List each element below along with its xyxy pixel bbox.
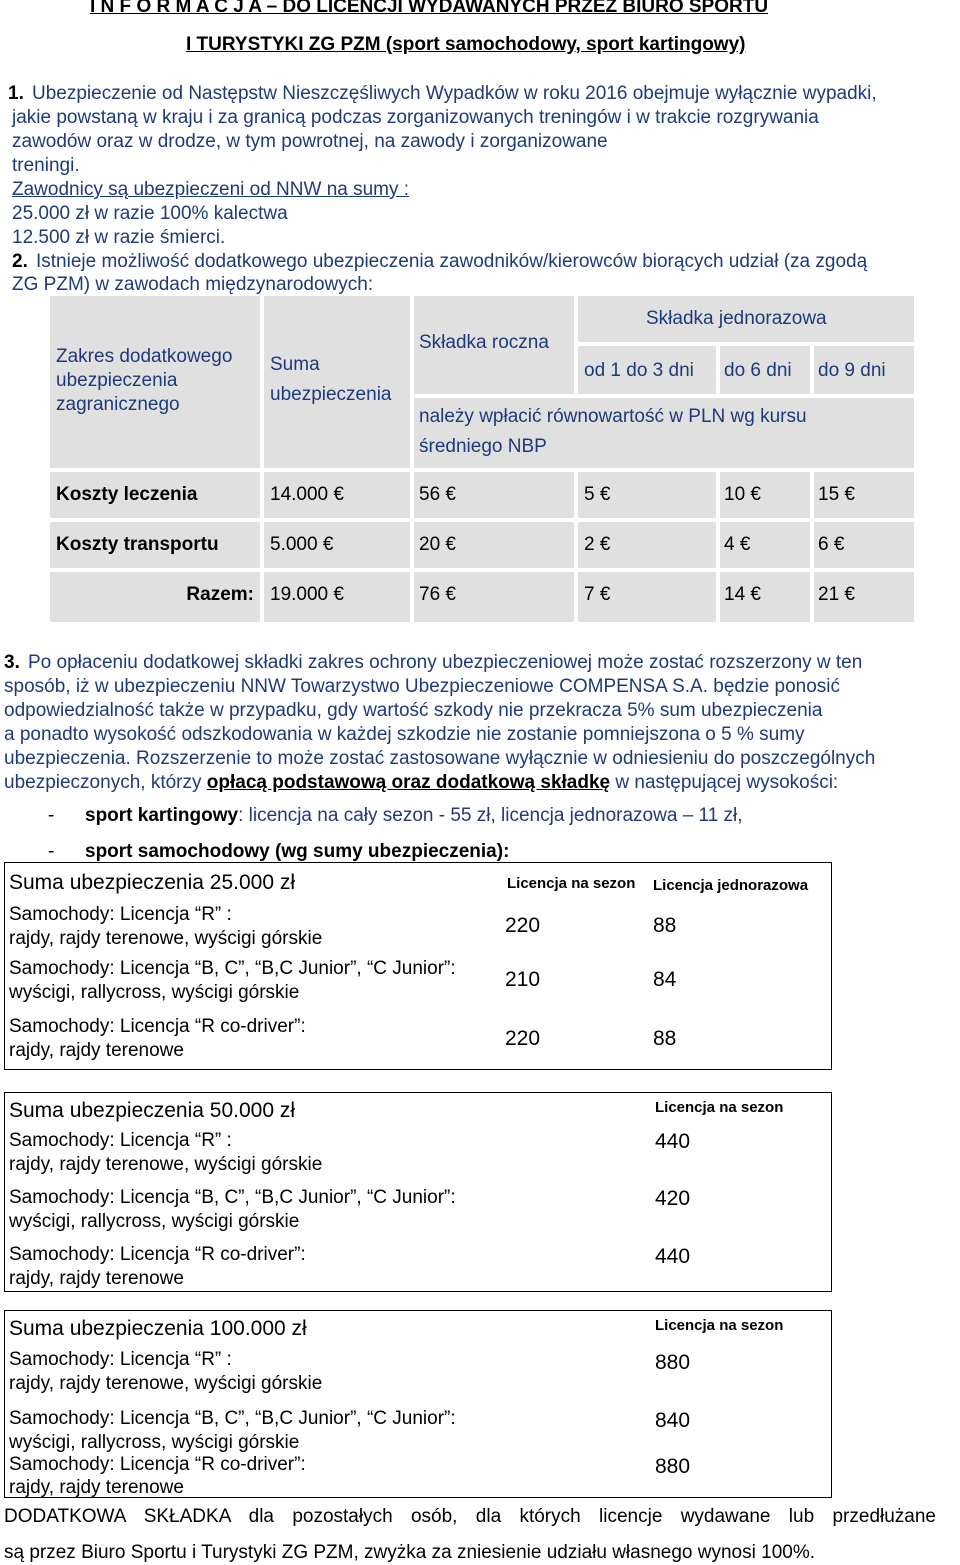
section-3-line: sposób, iż w ubezpieczeniu NNW Towarzystwo Ubezpieczeniowe COMPENSA S.A. będzie ponosić [4, 676, 841, 697]
block-header-single: Licencja jednorazowa [653, 877, 809, 894]
row-value: 5.000 [270, 534, 318, 555]
season-price: 420 [655, 1187, 691, 1210]
block-title: Suma ubezpieczenia 100.000 zł [9, 1317, 307, 1340]
block-25000 [4, 862, 832, 1070]
section-1-line: 12.500 zł w razie śmierci. [12, 227, 226, 248]
header-roczna-cell [414, 296, 574, 394]
row-value: 56 [419, 484, 441, 505]
row-cell [814, 522, 914, 568]
row-value: 7 [584, 584, 595, 605]
header-d1-text: od 1 do 3 dni [584, 360, 694, 381]
row-label: Koszty leczenia [56, 484, 198, 505]
euro-sign: € [322, 534, 334, 555]
header-d1-cell [578, 346, 716, 394]
section-3-emphasis: opłacą podstawową oraz dodatkową składkę [206, 772, 611, 793]
row-category: Samochody: Licencja “R” : [9, 1130, 232, 1151]
section-1-line: zawodów oraz w drodze, w tym powrotnej, na zawody i zorganizowane [12, 131, 608, 152]
euro-sign: € [445, 484, 456, 505]
bullet-samochodowy: sport samochodowy (wg sumy ubezpieczenia): [85, 841, 510, 862]
row-value: 14 [724, 584, 746, 605]
row-cell [578, 472, 716, 518]
row-cell [578, 522, 716, 568]
row-cell [814, 472, 914, 518]
row-events: rajdy, rajdy terenowe [9, 1268, 184, 1289]
header-jednorazowa-cell [578, 296, 914, 342]
header-d3-cell [814, 346, 914, 394]
section-1-number: 1. [8, 83, 24, 104]
doc-title-line2: I TURYSTYKI ZG PZM (sport samochodowy, sport kartingowy) [186, 34, 746, 55]
section-3-line: ubezpieczenia. Rozszerzenie to może zostać zastosowane wyłącznie w odniesieniu do poszczególnych [4, 748, 876, 769]
row-cell [720, 572, 810, 622]
block-header-season: Licencja na sezon [655, 1317, 784, 1334]
row-cell [814, 572, 914, 622]
bullet-karting-bold: sport kartingowy [85, 805, 239, 826]
row-cell [414, 572, 574, 622]
footer-line: DODATKOWA SKŁADKA dla pozostałych osób, dla których licencje wydawane lub przedłużane [4, 1506, 936, 1527]
season-price: 440 [655, 1245, 691, 1268]
section-3-line: w następującej wysokości: [610, 772, 839, 793]
euro-sign: € [750, 484, 761, 505]
block-title: Suma ubezpieczenia 50.000 zł [9, 1099, 296, 1122]
row-category: Samochody: Licencja “R co-driver”: [9, 1016, 306, 1037]
header-d2-cell [720, 346, 810, 394]
row-category: Samochody: Licencja “R co-driver”: [9, 1244, 306, 1265]
section-1-line: 25.000 zł w razie 100% kalectwa [12, 203, 288, 224]
single-price: 88 [653, 914, 677, 937]
row-category: Samochody: Licencja “B, C”, “B,C Junior”, “C Junior”: [9, 1187, 456, 1208]
euro-sign: € [739, 534, 751, 555]
bullet-dash: - [48, 841, 55, 862]
row-value: 5 [584, 484, 595, 505]
row-category: Samochody: Licencja “B, C”, “B,C Junior”, “C Junior”: [9, 958, 456, 979]
season-price: 880 [655, 1351, 691, 1374]
single-price: 84 [653, 968, 677, 991]
euro-sign: € [750, 584, 761, 605]
section-1-line: treningi. [12, 155, 80, 176]
row-label-cell [50, 472, 260, 518]
header-note-text: średniego NBP [419, 436, 547, 457]
row-label-cell [50, 522, 260, 568]
block-header-season: Licencja na sezon [507, 875, 636, 892]
season-price: 440 [655, 1130, 691, 1153]
euro-sign: € [599, 484, 611, 505]
single-price: 88 [653, 1027, 677, 1050]
row-cell [264, 522, 410, 568]
euro-sign: € [333, 484, 344, 505]
season-price: 840 [655, 1409, 691, 1432]
row-category: Samochody: Licencja “R co-driver”: [9, 1454, 306, 1475]
season-price: 220 [505, 914, 541, 937]
section-2-line: ZG PZM) w zawodach międzynarodowych: [12, 274, 374, 295]
header-note-text: należy wpłacić równowartość w PLN wg kursu [419, 406, 807, 427]
section-3-number: 3. [4, 652, 20, 673]
row-cell [264, 472, 410, 518]
footer-line: są przez Biuro Sportu i Turystyki ZG PZM, zwyżka za zniesienie udziału własnego wynosi 100%. [4, 1542, 815, 1563]
euro-sign: € [333, 584, 344, 605]
row-events: wyścigi, rallycross, wyścigi górskie [9, 982, 300, 1003]
euro-sign: € [445, 584, 456, 605]
bullet-karting-text: : licencja na cały sezon - 55 zł, licencja jednorazowa – 11 zł, [238, 805, 743, 826]
doc-title-line1: I N F O R M A C J A – DO LICENCJI WYDAWANYCH PRZEZ BIURO SPORTU [90, 0, 769, 17]
row-value: 6 [818, 534, 829, 555]
row-value: 4 [724, 534, 735, 555]
row-value: 15 [818, 484, 840, 505]
row-events: rajdy, rajdy terenowe [9, 1477, 184, 1498]
row-cell [264, 572, 410, 622]
row-label: Razem: [186, 584, 254, 605]
block-100000 [4, 1310, 832, 1498]
row-events: rajdy, rajdy terenowe, wyścigi górskie [9, 928, 323, 949]
row-value: 10 [724, 484, 746, 505]
euro-sign: € [599, 584, 611, 605]
row-category: Samochody: Licencja “R” : [9, 904, 232, 925]
row-events: rajdy, rajdy terenowe, wyścigi górskie [9, 1373, 323, 1394]
row-events: wyścigi, rallycross, wyścigi górskie [9, 1432, 300, 1453]
season-price: 210 [505, 968, 541, 991]
row-label: Koszty transportu [56, 534, 219, 555]
header-zakres-text: zagranicznego [56, 394, 180, 415]
row-events: rajdy, rajdy terenowe, wyścigi górskie [9, 1154, 323, 1175]
header-roczna-text: Składka roczna [419, 332, 549, 353]
section-3-line: ubezpieczonych, którzy [4, 772, 207, 793]
header-zakres-text: Zakres dodatkowego [56, 346, 233, 367]
section-1-line: jakie powstaną w kraju i za granicą podczas zorganizowanych treningów i w trakcie rozgrywania [12, 107, 819, 128]
row-cell [414, 522, 574, 568]
section-3-line: Po opłaceniu dodatkowej składki zakres ochrony ubezpieczeniowej może zostać rozszerzony w ten [28, 652, 863, 673]
section-3-line: a ponadto wysokość odszkodowania w każdej szkodzie nie zostanie pomniejszona o 5 % sumy [4, 724, 805, 745]
season-price: 220 [505, 1027, 541, 1050]
row-category: Samochody: Licencja “B, C”, “B,C Junior”, “C Junior”: [9, 1408, 456, 1429]
row-value: 14.000 [270, 484, 329, 505]
header-d3-text: do 9 dni [818, 360, 886, 381]
block-header-season: Licencja na sezon [655, 1099, 784, 1116]
header-suma-text: Suma [270, 354, 320, 375]
header-d2-text: do 6 dni [724, 360, 792, 381]
row-value: 20 [419, 534, 441, 555]
section-3-line: odpowiedzialność także w przypadku, gdy wartość szkody nie przekracza 5% sum ubezpieczenia [4, 700, 823, 721]
euro-sign: € [599, 534, 611, 555]
section-2-number: 2. [12, 251, 28, 272]
row-value: 2 [584, 534, 595, 555]
header-zakres-text: ubezpieczenia [56, 370, 178, 391]
header-zakres-cell [50, 296, 260, 468]
header-note-cell [414, 398, 914, 468]
row-events: rajdy, rajdy terenowe [9, 1040, 184, 1061]
euro-sign: € [844, 584, 855, 605]
row-value: 21 [818, 584, 840, 605]
row-value: 76 [419, 584, 441, 605]
season-price: 880 [655, 1455, 691, 1478]
row-value: 19.000 [270, 584, 329, 605]
header-suma-cell [264, 296, 410, 468]
euro-sign: € [833, 534, 845, 555]
row-label-cell [50, 572, 260, 622]
row-events: wyścigi, rallycross, wyścigi górskie [9, 1211, 300, 1232]
row-cell [720, 522, 810, 568]
header-suma-text: ubezpieczenia [270, 384, 392, 405]
row-category: Samochody: Licencja “R” : [9, 1349, 232, 1370]
euro-sign: € [445, 534, 456, 555]
euro-sign: € [844, 484, 855, 505]
header-jednorazowa-text: Składka jednorazowa [646, 308, 827, 329]
section-2-line: Istnieje możliwość dodatkowego ubezpieczenia zawodników/kierowców biorących udział (za zgodą [36, 251, 868, 272]
row-cell [578, 572, 716, 622]
bullet-dash: - [48, 805, 55, 826]
row-cell [414, 472, 574, 518]
section-1-line: Zawodnicy są ubezpieczeni od NNW na sumy : [12, 179, 410, 200]
row-cell [720, 472, 810, 518]
block-50000 [4, 1092, 832, 1292]
block-title: Suma ubezpieczenia 25.000 zł [9, 871, 296, 894]
section-1-line: Ubezpieczenie od Następstw Nieszczęśliwych Wypadków w roku 2016 obejmuje wyłącznie wypadki, [32, 83, 877, 104]
